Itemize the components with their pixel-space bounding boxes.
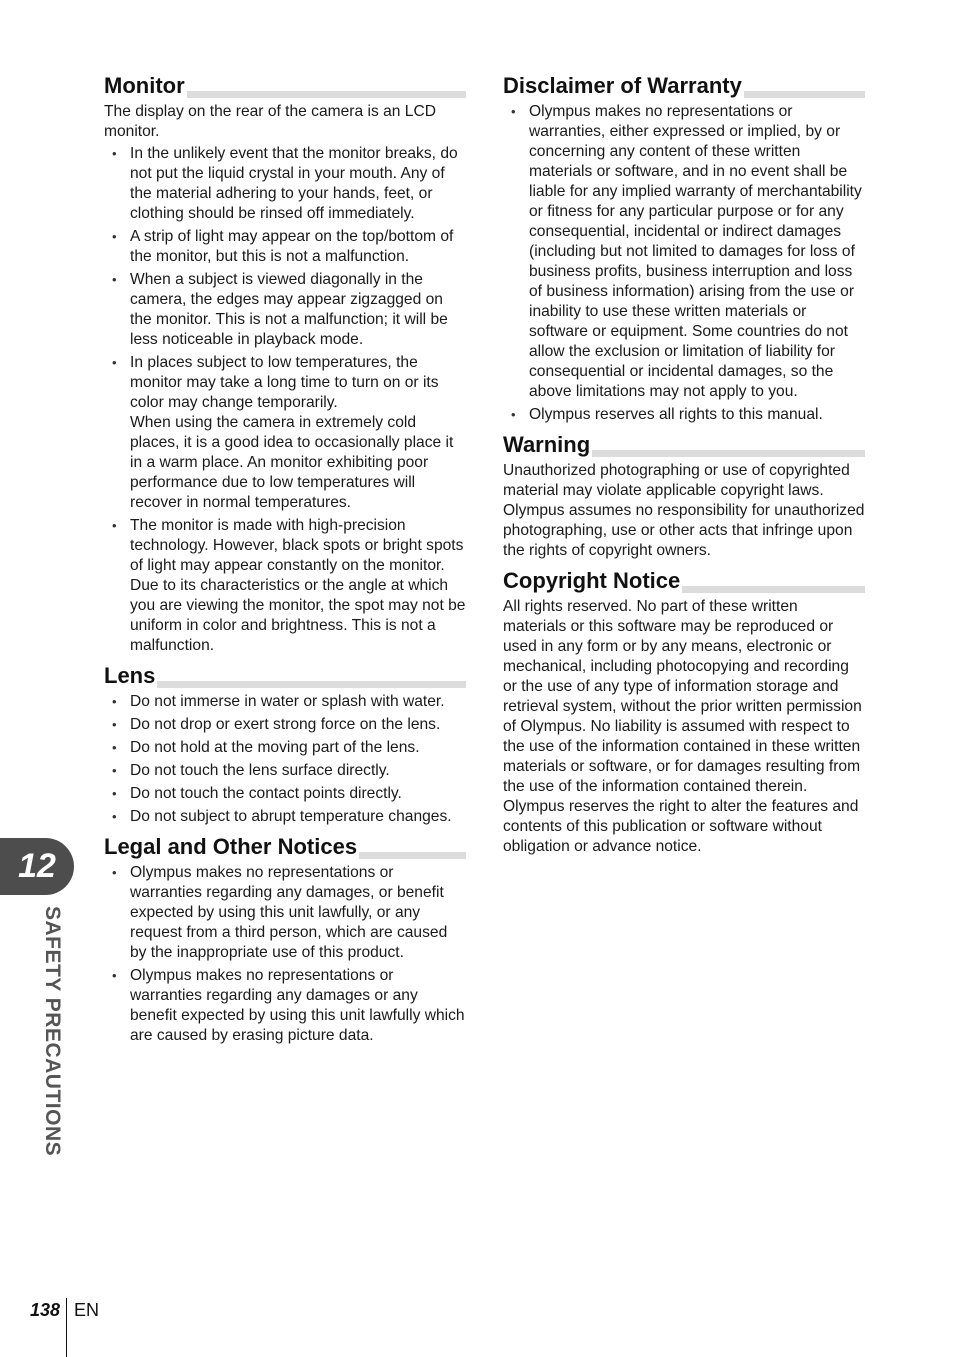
lens-title: Lens bbox=[104, 663, 156, 688]
list-item: • Olympus makes no representations or warranties regarding any damages or any benefit expected by using this unit lawfully which are caused by erasing picture data. bbox=[104, 966, 466, 1046]
disclaimer-bullets bbox=[503, 102, 865, 425]
legal-heading bbox=[104, 833, 466, 861]
list-item-text: • The monitor is made with high-precision technology. However, black spots or bright spots of light may appear constantly on the monitor. bbox=[130, 517, 464, 574]
chapter-label bbox=[18, 906, 66, 1186]
list-item bbox=[104, 270, 466, 350]
list-item: • Do not subject to abrupt temperature changes. bbox=[104, 807, 466, 827]
lens-section bbox=[104, 662, 466, 827]
list-item: • Olympus reserves all rights to this manual. bbox=[503, 405, 865, 425]
warning-section bbox=[503, 431, 865, 561]
list-item-text-continued: When using the camera in extremely cold places, it is a good idea to occasionally place it in a warm place. An monitor exhibiting poor performance due to low temperatures will recover in normal temperatures. bbox=[130, 414, 454, 511]
monitor-section bbox=[104, 72, 466, 656]
copyright-text: All rights reserved. No part of these written materials or this software may be reproduced or used in any form or by any means, electronic or mechanical, including photocopying and recording or the use of any type of information storage and retrieval system, without the prior written permission of Olympus. No liability is assumed with respect to the use of the information contained in these written materials or software, or for damages resulting from the use of the information contained therein. Olympus reserves the right to alter the features and contents of this publication or software without obligation or advance notice. bbox=[503, 598, 862, 855]
monitor-intro: The display on the rear of the camera is an LCD monitor. bbox=[104, 103, 436, 140]
left-column bbox=[104, 72, 466, 1052]
list-item bbox=[104, 353, 466, 513]
list-item-text: • A strip of light may appear on the top/bottom of the monitor, but this is not a malfunction. bbox=[130, 228, 454, 265]
warning-title: Warning bbox=[503, 432, 591, 457]
language-code: EN bbox=[74, 1300, 100, 1320]
list-item: • Do not immerse in water or splash with water. bbox=[104, 692, 466, 712]
page-number: 138 bbox=[30, 1300, 61, 1320]
copyright-section bbox=[503, 567, 865, 857]
list-item bbox=[104, 144, 466, 224]
list-item: • Do not touch the contact points directly. bbox=[104, 784, 466, 804]
list-item bbox=[104, 516, 466, 656]
legal-bullets bbox=[104, 863, 466, 1046]
legal-section bbox=[104, 833, 466, 1046]
legal-title: Legal and Other Notices bbox=[104, 834, 358, 859]
list-item: • Olympus makes no representations or warranties regarding any damages, or benefit expected by using this unit lawfully, or any request from a third person, which are caused by the inappropriate use of this product. bbox=[104, 863, 466, 963]
chapter-label-text: SAFETY PRECAUTIONS bbox=[41, 906, 64, 1157]
monitor-title: Monitor bbox=[104, 73, 185, 98]
list-item-text-continued: Due to its characteristics or the angle at which you are viewing the monitor, the spot may not be uniform in color and brightness. This is not a malfunction. bbox=[130, 577, 466, 654]
list-item: • Do not touch the lens surface directly. bbox=[104, 761, 466, 781]
footer-divider bbox=[66, 1298, 67, 1357]
list-item: • Olympus makes no representations or warranties, either expressed or implied, by or concerning any content of these written materials or software, and in no event shall be liable for any implied warranty of merchantability or fitness for any particular purpose or for any consequential, incidental or indirect damages (including but not limited to damages for loss of business profits, business interruption and loss of business information) arising from the use or inability to use these written materials or software or equipment. Some countries do not allow the exclusion or limitation of liability for consequential or incidental damages, so the above limitations may not apply to you. bbox=[503, 102, 865, 402]
warning-text: Unauthorized photographing or use of copyrighted material may violate applicable copyright laws. Olympus assumes no responsibility for unauthorized photographing, use or other acts that infringe upon the rights of copyright owners. bbox=[503, 462, 865, 559]
copyright-title: Copyright Notice bbox=[503, 568, 681, 593]
right-column bbox=[503, 72, 865, 863]
list-item bbox=[104, 227, 466, 267]
list-item: • Do not hold at the moving part of the lens. bbox=[104, 738, 466, 758]
list-item: • Do not drop or exert strong force on the lens. bbox=[104, 715, 466, 735]
copyright-heading bbox=[503, 567, 865, 595]
lens-heading bbox=[104, 662, 466, 690]
warning-heading bbox=[503, 431, 865, 459]
list-item-text: • In places subject to low temperatures, the monitor may take a long time to turn on or its color may change temporarily. bbox=[130, 354, 439, 411]
list-item-text: • In the unlikely event that the monitor breaks, do not put the liquid crystal in your mouth. Any of the material adhering to your hands, feet, or clothing should be rinsed off immediately. bbox=[130, 145, 458, 222]
heading-rule bbox=[104, 681, 466, 688]
chapter-number: 12 bbox=[18, 847, 56, 885]
disclaimer-title: Disclaimer of Warranty bbox=[503, 73, 742, 98]
list-item-text: • When a subject is viewed diagonally in the camera, the edges may appear zigzagged on the monitor. This is not a malfunction; it will be less noticeable in playback mode. bbox=[130, 271, 448, 348]
monitor-bullets bbox=[104, 144, 466, 656]
disclaimer-section bbox=[503, 72, 865, 425]
lens-bullets bbox=[104, 692, 466, 827]
disclaimer-heading bbox=[503, 72, 865, 100]
monitor-heading bbox=[104, 72, 466, 100]
